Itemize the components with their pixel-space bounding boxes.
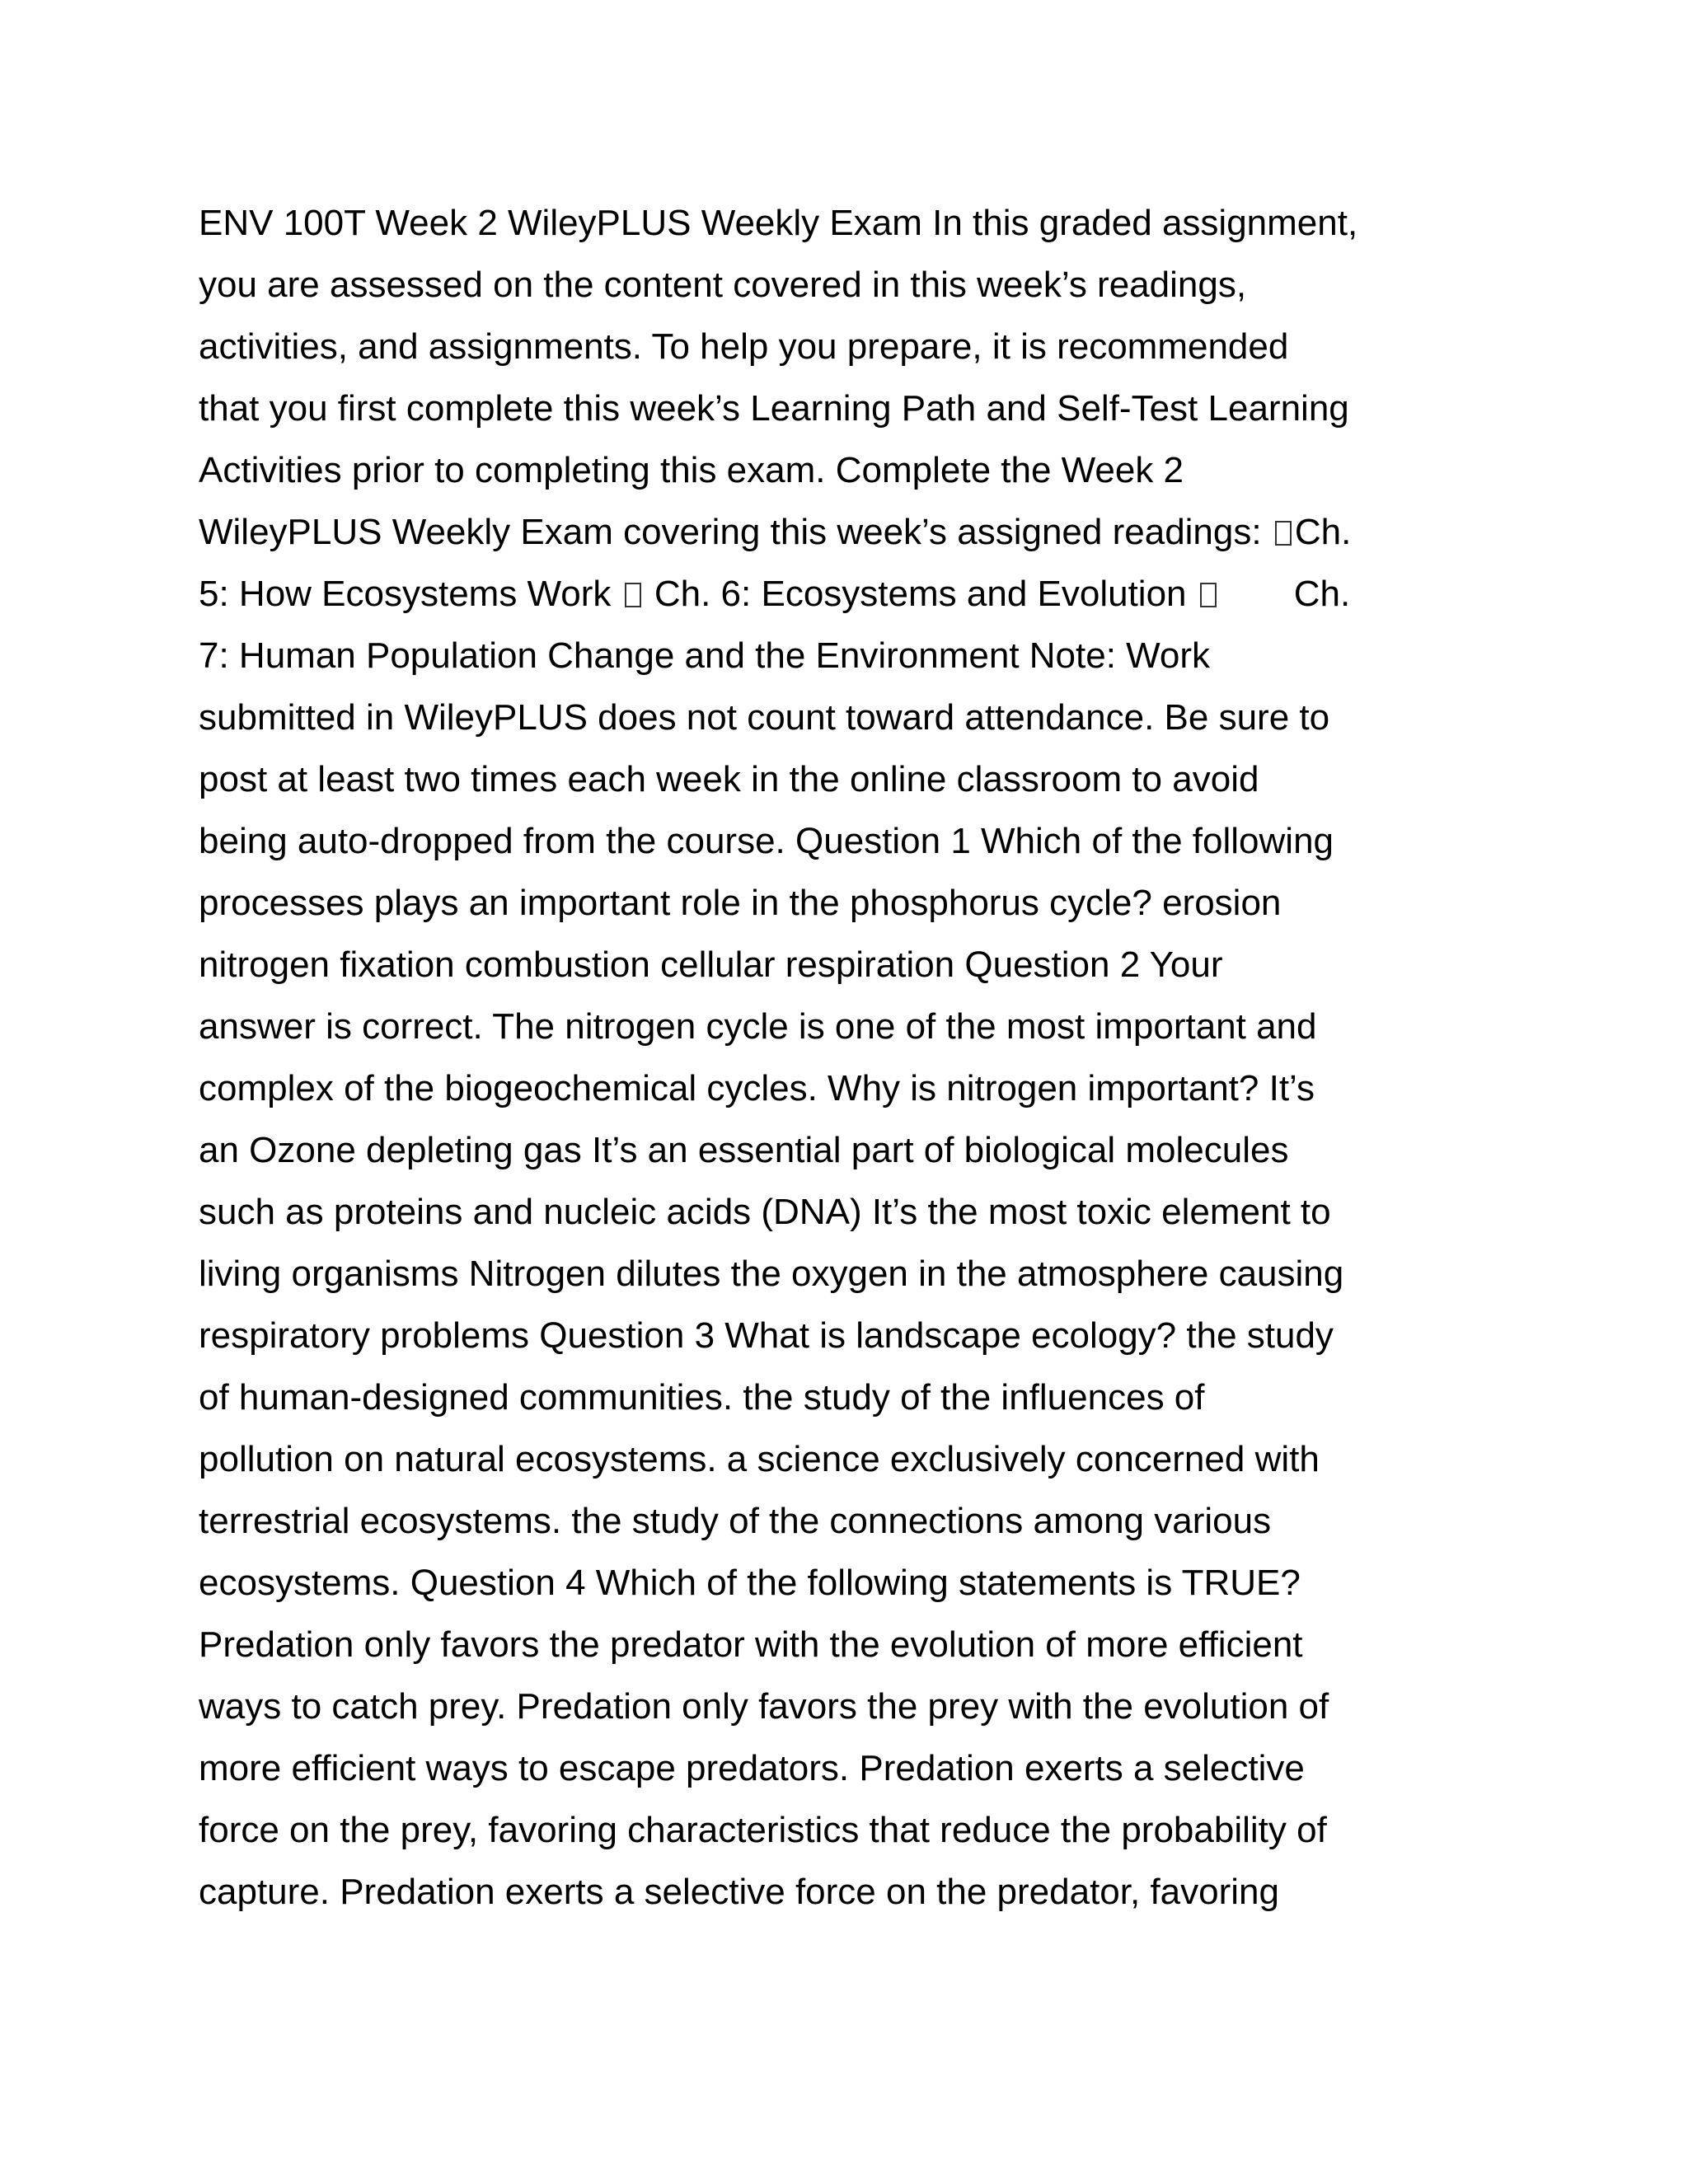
text-segment: Ch. <box>1294 512 1352 552</box>
text-line: submitted in WileyPLUS does not count toward attendance. Be sure to <box>199 697 1330 738</box>
text-segment: WileyPLUS Weekly Exam covering this week’s assigned readings: <box>199 512 1272 552</box>
missing-glyph-icon <box>1275 521 1292 546</box>
document-text <box>199 192 1501 1923</box>
text-line <box>199 501 1501 563</box>
text-segment: Ch. 6: Ecosystems and Evolution <box>644 574 1197 614</box>
missing-glyph-icon <box>625 583 641 607</box>
text-line: Predation only favors the predator with the evolution of more efficient <box>199 1624 1303 1665</box>
text-line: 7: Human Population Change and the Environment Note: Work <box>199 635 1211 676</box>
text-line: living organisms Nitrogen dilutes the oxygen in the atmosphere causing <box>199 1254 1344 1294</box>
text-line: being auto-dropped from the course. Question 1 Which of the following <box>199 821 1334 861</box>
text-segment: 5: How Ecosystems Work <box>199 574 621 614</box>
text-line: Activities prior to completing this exam. Complete the Week 2 <box>199 450 1184 490</box>
text-line <box>199 563 1501 625</box>
text-line: capture. Predation exerts a selective force on the predator, favoring <box>199 1872 1279 1912</box>
text-line: processes plays an important role in the phosphorus cycle? erosion <box>199 883 1282 923</box>
text-line: nitrogen fixation combustion cellular respiration Question 2 Your <box>199 944 1223 985</box>
text-line: more efficient ways to escape predators. Predation exerts a selective <box>199 1748 1305 1788</box>
text-line: such as proteins and nucleic acids (DNA) It’s the most toxic element to <box>199 1192 1331 1232</box>
text-line: answer is correct. The nitrogen cycle is one of the most important and <box>199 1006 1317 1047</box>
text-line: of human-designed communities. the study of the influences of <box>199 1377 1205 1418</box>
text-line: an Ozone depleting gas It’s an essential part of biological molecules <box>199 1130 1289 1170</box>
text-line: you are assessed on the content covered in this week’s readings, <box>199 265 1247 305</box>
text-line: activities, and assignments. To help you prepare, it is recommended <box>199 326 1289 367</box>
text-line: pollution on natural ecosystems. a science exclusively concerned with <box>199 1439 1320 1479</box>
text-line: post at least two times each week in the online classroom to avoid <box>199 759 1259 799</box>
text-line: respiratory problems Question 3 What is landscape ecology? the study <box>199 1315 1334 1356</box>
text-line: force on the prey, favoring characteristics that reduce the probability of <box>199 1810 1327 1850</box>
text-line: ENV 100T Week 2 WileyPLUS Weekly Exam In this graded assignment, <box>199 203 1358 243</box>
missing-glyph-icon <box>1200 583 1217 607</box>
text-segment: Ch. <box>1293 574 1351 614</box>
text-line: complex of the biogeochemical cycles. Why is nitrogen important? It’s <box>199 1068 1315 1108</box>
text-line: ways to catch prey. Predation only favors the prey with the evolution of <box>199 1686 1329 1727</box>
text-line: ecosystems. Question 4 Which of the following statements is TRUE? <box>199 1563 1301 1603</box>
text-line: terrestrial ecosystems. the study of the connections among various <box>199 1501 1272 1541</box>
text-line: that you first complete this week’s Learning Path and Self-Test Learning <box>199 388 1349 429</box>
